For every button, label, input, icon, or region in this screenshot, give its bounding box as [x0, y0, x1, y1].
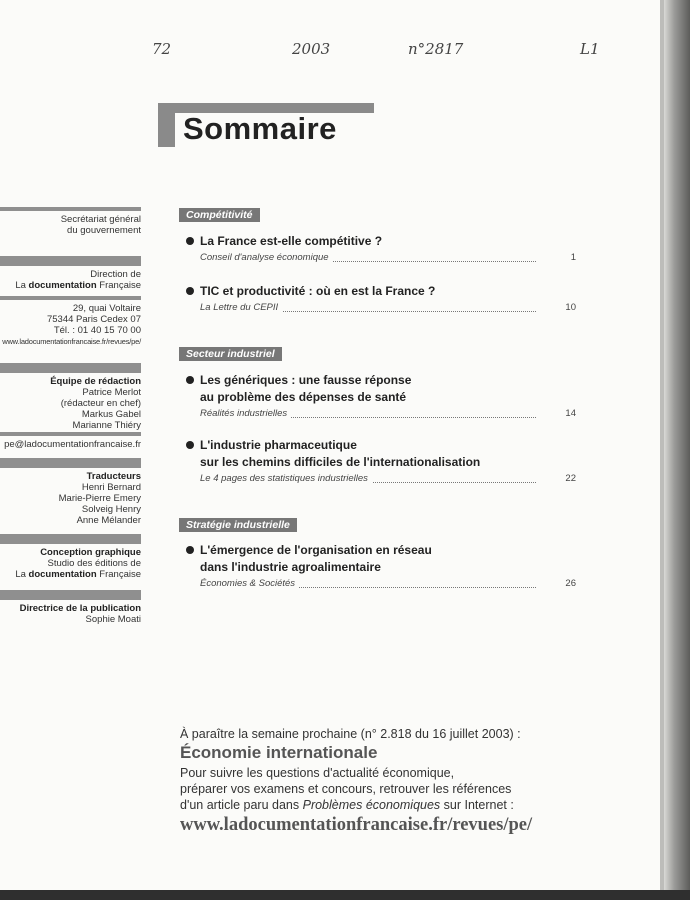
next-issue-announce: À paraître la semaine prochaine (n° 2.818 du 16 juillet 2003) :: [180, 727, 521, 741]
page-binding: [664, 0, 690, 900]
article-title: TIC et productivité : où en est la France ?: [186, 283, 576, 300]
title-decoration-side: [158, 103, 175, 147]
translator-name: Solveig Henry: [81, 504, 141, 515]
staff-name: Marianne Thiéry: [72, 420, 141, 431]
toc-item[interactable]: [186, 283, 576, 316]
article-title: L'industrie pharmaceutique sur les chemins difficiles de l'internationalisation: [186, 437, 576, 471]
masthead-email-block: [0, 432, 141, 450]
divider-bar: [0, 207, 141, 211]
section-label-secteur-industriel: Secteur industriel: [179, 347, 282, 361]
address-line: Tél. : 01 40 15 70 00: [53, 325, 141, 336]
conception-label: Conception graphique: [40, 547, 141, 558]
source-row: [186, 250, 576, 266]
article-title: La France est-elle compétitive ?: [186, 233, 576, 250]
masthead-traducteurs: [0, 458, 141, 526]
handwritten-note: 72: [152, 40, 172, 58]
masthead-conception: [0, 534, 141, 580]
masthead-line: La documentation Française: [15, 280, 141, 291]
masthead-url[interactable]: www.ladocumentationfrancaise.fr/revues/pe/: [2, 337, 141, 346]
source-row: [186, 471, 576, 487]
divider-bar: [0, 363, 141, 373]
handwritten-issue: n°2817: [408, 40, 464, 58]
staff-name: Markus Gabel: [81, 409, 141, 420]
page-title: Sommaire: [183, 111, 337, 146]
masthead-secretariat: [0, 207, 141, 236]
masthead-equipe: [0, 363, 141, 431]
translator-name: Anne Mélander: [76, 515, 141, 526]
handwritten-year: 2003: [292, 40, 331, 58]
address-line: 75344 Paris Cedex 07: [46, 314, 141, 325]
divider-bar: [0, 590, 141, 600]
staff-name: Patrice Merlot: [82, 387, 141, 398]
translator-name: Marie-Pierre Emery: [58, 493, 141, 504]
equipe-label: Équipe de rédaction: [50, 376, 141, 387]
toc-item[interactable]: [186, 437, 576, 487]
directrice-label: Directrice de la publication: [19, 603, 141, 614]
toc-item[interactable]: [186, 542, 576, 592]
article-title: L'émergence de l'organisation en réseau dans l'industrie agroalimentaire: [186, 542, 576, 576]
translator-name: Henri Bernard: [81, 482, 141, 493]
page-number: 26: [565, 578, 576, 589]
toc-item[interactable]: [186, 372, 576, 422]
handwritten-ref: L1: [580, 40, 600, 58]
email-link[interactable]: pe@ladocumentationfrancaise.fr: [4, 439, 141, 450]
divider-bar: [0, 296, 141, 300]
promo-text: Pour suivre les questions d'actualité économique, préparer vos examens et concours, retrouver les références d'un article paru dans Problèmes économiques sur Internet :: [180, 766, 514, 812]
bullet-icon: [186, 546, 194, 554]
masthead-line: du gouvernement: [67, 225, 141, 236]
article-source: Économies & Sociétés: [200, 576, 299, 592]
source-row: [186, 300, 576, 316]
page-number: 10: [565, 302, 576, 313]
masthead-directrice: [0, 590, 141, 625]
page-number: 22: [565, 473, 576, 484]
bullet-icon: [186, 287, 194, 295]
article-source: Conseil d'analyse économique: [200, 250, 333, 266]
article-source: La Lettre du CEPII: [200, 300, 282, 316]
page-number: 1: [570, 252, 576, 263]
section-label-competitivite: Compétitivité: [179, 208, 260, 222]
divider-bar: [0, 432, 141, 436]
staff-name: (rédacteur en chef): [60, 398, 141, 409]
address-line: 29, quai Voltaire: [72, 303, 141, 314]
source-row: [186, 576, 576, 592]
scan-bottom-edge: [0, 890, 690, 900]
next-issue-block: [180, 727, 590, 836]
directrice-name: Sophie Moati: [85, 614, 141, 625]
masthead-line: Studio des éditions de: [47, 558, 141, 569]
source-row: [186, 406, 576, 422]
masthead-direction: [0, 256, 141, 291]
divider-bar: [0, 534, 141, 544]
website-link[interactable]: www.ladocumentationfrancaise.fr/revues/pe/: [180, 815, 533, 835]
divider-bar: [0, 458, 141, 468]
page-number: 14: [565, 408, 576, 419]
masthead-line: La documentation Française: [15, 569, 141, 580]
masthead-line: Direction de: [90, 269, 141, 280]
bullet-icon: [186, 376, 194, 384]
masthead-line: Secrétariat général: [60, 214, 141, 225]
bullet-icon: [186, 441, 194, 449]
section-label-strategie-industrielle: Stratégie industrielle: [179, 518, 297, 532]
divider-bar: [0, 256, 141, 266]
traducteurs-label: Traducteurs: [86, 471, 141, 482]
article-source: Réalités industrielles: [200, 406, 291, 422]
bullet-icon: [186, 237, 194, 245]
toc-item[interactable]: [186, 233, 576, 266]
article-source: Le 4 pages des statistiques industrielles: [200, 471, 372, 487]
article-title: Les génériques : une fausse réponse au problème des dépenses de santé: [186, 372, 576, 406]
next-issue-title: Économie internationale: [180, 743, 378, 762]
masthead-address: [0, 296, 141, 347]
